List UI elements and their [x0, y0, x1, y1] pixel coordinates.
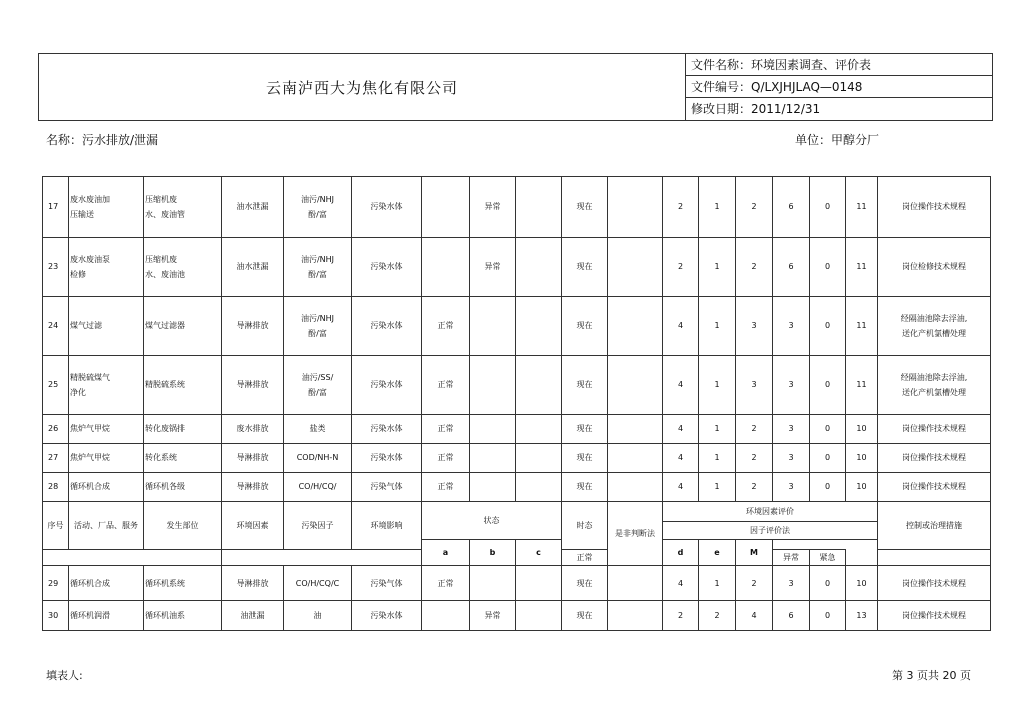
score-a: 4 [663, 356, 699, 415]
pollutant-cell-line2: 酚/富 [308, 329, 327, 338]
normal-cell [422, 177, 470, 238]
header-e: e [699, 540, 736, 566]
header-a: a [422, 540, 470, 566]
pollutant-cell [284, 356, 352, 415]
score-m: 10 [846, 473, 878, 502]
header-control: 控制或治理措施 [878, 502, 991, 550]
urgent-cell [516, 297, 562, 356]
score-b: 1 [699, 297, 736, 356]
dept-cell [144, 444, 222, 473]
row-number: 23 [43, 238, 69, 297]
header-d: d [663, 540, 699, 566]
header-factor: 环境因素 [222, 502, 284, 550]
dept-cell-line1: 压缩机废 [145, 194, 177, 204]
dept-cell [144, 238, 222, 297]
table-row [43, 415, 991, 444]
pollutant-cell: CO/H/CQ/C [284, 566, 352, 601]
pollutant-cell-line1: 油污/NHJ [300, 194, 335, 204]
dept-cell: 循环机系统 [144, 566, 222, 601]
judge-cell [608, 566, 663, 601]
activity-cell-line1: 废水废油加 [70, 194, 110, 204]
score-c: 3 [736, 297, 773, 356]
score-d: 3 [773, 566, 810, 601]
dept-cell [144, 415, 222, 444]
table-row [43, 601, 991, 631]
control-cell-line1: 岗位操作技术规程 [902, 424, 966, 434]
dept-cell-line2: 水、废油池 [145, 270, 185, 279]
score-m: 13 [846, 601, 878, 631]
dept-cell [144, 356, 222, 415]
table-row [43, 473, 991, 502]
header-impact: 环境影响 [352, 502, 422, 550]
company-name: 云南泸西大为焦化有限公司 [39, 54, 686, 120]
document-meta [685, 54, 992, 120]
control-cell-line1: 岗位操作技术规程 [902, 202, 966, 212]
tense-cell: 现在 [562, 297, 608, 356]
table-row [43, 566, 991, 601]
tense-cell: 现在 [562, 566, 608, 601]
dept-cell: 循环机油系 [144, 601, 222, 631]
tense-cell: 现在 [562, 601, 608, 631]
activity-cell-line2: 净化 [70, 388, 86, 397]
control-cell [878, 238, 991, 297]
abnormal-cell [470, 415, 516, 444]
score-m: 11 [846, 238, 878, 297]
control-cell: 岗位操作技术规程 [878, 601, 991, 631]
activity-cell: 循环机润滑 [69, 601, 144, 631]
dept-cell [144, 297, 222, 356]
control-cell-line1: 经隔油池除去浮油, [900, 313, 968, 323]
score-b: 1 [699, 177, 736, 238]
activity-cell-line1: 精脱硫煤气 [70, 372, 110, 382]
activity-cell [69, 297, 144, 356]
pollutant-cell-line2: 酚/富 [308, 388, 327, 397]
score-m: 11 [846, 177, 878, 238]
score-c: 2 [736, 473, 773, 502]
activity-cell [69, 444, 144, 473]
tense-cell: 现在 [562, 356, 608, 415]
header-c: c [516, 540, 562, 566]
factor-cell: 导淋排放 [222, 297, 284, 356]
urgent-cell [516, 601, 562, 631]
judge-cell [608, 297, 663, 356]
abnormal-cell [470, 297, 516, 356]
header-tense: 时态 [562, 502, 608, 550]
pollutant-cell [284, 297, 352, 356]
activity-cell-line1: 焦炉气甲烷 [70, 453, 110, 463]
normal-cell: 正常 [422, 444, 470, 473]
factor-cell: 导淋排放 [222, 566, 284, 601]
dept-cell [144, 177, 222, 238]
pollutant-cell-line2: 酚/富 [308, 210, 327, 219]
score-m: 10 [846, 415, 878, 444]
activity-cell-line1: 焦炉气甲烷 [70, 424, 110, 434]
revised-date: 修改日期：2011/12/31 [691, 102, 821, 116]
impact-cell: 污染水体 [352, 177, 422, 238]
abnormal-cell: 异常 [470, 601, 516, 631]
activity-cell [69, 415, 144, 444]
score-d: 3 [773, 415, 810, 444]
control-cell-line1: 岗位操作技术规程 [902, 453, 966, 463]
urgent-cell [516, 356, 562, 415]
control-cell-line1: 岗位检修技术规程 [902, 262, 966, 272]
score-m: 11 [846, 297, 878, 356]
doc-code: 文件编号：Q/LXJHJLAQ—0148 [685, 76, 992, 98]
score-e: 0 [810, 601, 846, 631]
score-b: 1 [699, 415, 736, 444]
activity-cell: 循环机合成 [69, 566, 144, 601]
pollutant-cell-line2: 酚/富 [308, 270, 327, 279]
score-d: 6 [773, 601, 810, 631]
judge-cell [608, 238, 663, 297]
normal-cell: 正常 [422, 356, 470, 415]
score-d: 3 [773, 297, 810, 356]
pollutant-cell [284, 444, 352, 473]
normal-cell: 正常 [422, 473, 470, 502]
dept-cell-line1: 循环机各级 [145, 482, 185, 492]
score-b: 2 [699, 601, 736, 631]
row-number: 27 [43, 444, 69, 473]
header-eval: 环境因素评价 [663, 502, 878, 522]
judge-cell [608, 444, 663, 473]
document-header [38, 53, 993, 121]
table-header [43, 502, 991, 566]
judge-cell [608, 473, 663, 502]
score-e: 0 [810, 473, 846, 502]
page-number: 第 3 页共 20 页 [892, 669, 971, 682]
impact-cell: 污染水体 [352, 601, 422, 631]
pollutant-cell: 油 [284, 601, 352, 631]
normal-cell [422, 601, 470, 631]
score-a: 4 [663, 444, 699, 473]
score-e: 0 [810, 566, 846, 601]
factor-cell: 油泄漏 [222, 601, 284, 631]
control-cell [878, 356, 991, 415]
header-abnormal: 异常 [773, 550, 810, 566]
normal-cell: 正常 [422, 297, 470, 356]
activity-cell-line2: 压输送 [70, 210, 94, 219]
score-c: 2 [736, 238, 773, 297]
header-state: 状态 [422, 502, 562, 540]
unit-label: 单位：甲醇分厂 [795, 133, 880, 147]
row-number: 28 [43, 473, 69, 502]
score-b: 1 [699, 473, 736, 502]
score-d: 6 [773, 177, 810, 238]
pollutant-cell [284, 473, 352, 502]
judge-cell [608, 601, 663, 631]
score-c: 3 [736, 356, 773, 415]
normal-cell: 正常 [422, 566, 470, 601]
abnormal-cell [470, 566, 516, 601]
score-a: 4 [663, 473, 699, 502]
score-a: 2 [663, 177, 699, 238]
score-c: 4 [736, 601, 773, 631]
judge-cell [608, 356, 663, 415]
tense-cell: 现在 [562, 415, 608, 444]
activity-cell [69, 238, 144, 297]
impact-cell: 污染水体 [352, 415, 422, 444]
header-pollutant: 污染因子 [284, 502, 352, 550]
score-a: 2 [663, 601, 699, 631]
row-number: 30 [43, 601, 69, 631]
score-a: 4 [663, 415, 699, 444]
normal-cell: 正常 [422, 415, 470, 444]
urgent-cell [516, 177, 562, 238]
doc-name: 文件名称：环境因素调查、评价表 [685, 54, 992, 76]
judge-cell [608, 177, 663, 238]
score-c: 2 [736, 177, 773, 238]
normal-cell [422, 238, 470, 297]
score-d: 3 [773, 444, 810, 473]
pollutant-cell [284, 177, 352, 238]
assessment-table [42, 176, 991, 631]
dept-cell-line1: 精脱硫系统 [145, 380, 185, 390]
header-dept: 发生部位 [144, 502, 222, 550]
score-e: 0 [810, 177, 846, 238]
control-cell [878, 473, 991, 502]
abnormal-cell [470, 356, 516, 415]
score-a: 4 [663, 297, 699, 356]
table-row [43, 238, 991, 297]
control-cell [878, 297, 991, 356]
activity-cell-line1: 循环机合成 [70, 482, 110, 492]
table-row [43, 444, 991, 473]
pollutant-cell [284, 415, 352, 444]
impact-cell: 污染水体 [352, 297, 422, 356]
activity-cell [69, 177, 144, 238]
control-cell: 岗位操作技术规程 [878, 566, 991, 601]
control-cell [878, 444, 991, 473]
pollutant-cell-line1: 油污/NHJ [300, 254, 335, 264]
header-method: 因子评价法 [663, 522, 878, 540]
factor-cell: 导淋排放 [222, 356, 284, 415]
activity-cell-line2: 检修 [70, 270, 86, 279]
impact-cell: 污染水体 [352, 444, 422, 473]
row-number: 17 [43, 177, 69, 238]
urgent-cell [516, 238, 562, 297]
urgent-cell [516, 415, 562, 444]
score-m: 11 [846, 356, 878, 415]
activity-cell-line1: 废水废油泵 [70, 254, 110, 264]
impact-cell: 污染气体 [352, 566, 422, 601]
factor-cell: 废水排放 [222, 415, 284, 444]
control-cell-line2: 送化产机氯槽处理 [902, 388, 966, 397]
header-normal: 正常 [562, 550, 608, 566]
factor-cell: 油水泄漏 [222, 238, 284, 297]
score-b: 1 [699, 356, 736, 415]
abnormal-cell: 异常 [470, 238, 516, 297]
table-row [43, 297, 991, 356]
urgent-cell [516, 473, 562, 502]
score-e: 0 [810, 297, 846, 356]
dept-cell [144, 473, 222, 502]
header-activity: 活动、厂品、服务 [69, 502, 144, 550]
score-c: 2 [736, 415, 773, 444]
score-b: 1 [699, 238, 736, 297]
control-cell-line1: 经隔油池除去浮油, [900, 372, 968, 382]
pollutant-cell-line1: 油污/SS/ [301, 372, 334, 382]
header-judge: 是非判断法 [608, 502, 663, 566]
factor-cell: 油水泄漏 [222, 177, 284, 238]
activity-cell [69, 473, 144, 502]
score-e: 0 [810, 238, 846, 297]
activity-cell [69, 356, 144, 415]
table-row [43, 356, 991, 415]
score-a: 4 [663, 566, 699, 601]
urgent-cell [516, 566, 562, 601]
pollutant-cell-line1: 油污/NHJ [300, 313, 335, 323]
header-m: M [736, 540, 773, 566]
control-cell-line2: 送化产机氯槽处理 [902, 329, 966, 338]
impact-cell: 污染水体 [352, 356, 422, 415]
score-d: 3 [773, 473, 810, 502]
header-b: b [470, 540, 516, 566]
header-urgent: 紧急 [810, 550, 846, 566]
tense-cell: 现在 [562, 238, 608, 297]
score-m: 10 [846, 444, 878, 473]
dept-cell-line1: 转化废锅排 [145, 424, 185, 434]
score-c: 2 [736, 566, 773, 601]
score-b: 1 [699, 566, 736, 601]
table-row [43, 177, 991, 238]
control-cell-line1: 岗位操作技术规程 [902, 482, 966, 492]
score-e: 0 [810, 444, 846, 473]
score-e: 0 [810, 356, 846, 415]
score-c: 2 [736, 444, 773, 473]
urgent-cell [516, 444, 562, 473]
impact-cell: 污染气体 [352, 473, 422, 502]
abnormal-cell [470, 444, 516, 473]
row-number: 29 [43, 566, 69, 601]
factor-cell: 导淋排放 [222, 473, 284, 502]
abnormal-cell [470, 473, 516, 502]
tense-cell: 现在 [562, 177, 608, 238]
dept-cell-line2: 水、废油管 [145, 210, 185, 219]
activity-cell-line2: 煤气过滤 [70, 321, 102, 331]
control-cell [878, 177, 991, 238]
pollutant-cell-line1: COD/NH-N [296, 453, 339, 463]
dept-cell-line1: 煤气过滤器 [145, 321, 185, 331]
control-cell [878, 415, 991, 444]
score-d: 3 [773, 356, 810, 415]
row-number: 24 [43, 297, 69, 356]
pollutant-cell-line1: 盐类 [309, 424, 326, 434]
header-seq: 序号 [43, 502, 69, 550]
judge-cell [608, 415, 663, 444]
tense-cell: 现在 [562, 444, 608, 473]
filler-label: 填表人: [46, 669, 83, 682]
pollutant-cell [284, 238, 352, 297]
factor-cell: 导淋排放 [222, 444, 284, 473]
impact-cell: 污染水体 [352, 238, 422, 297]
name-label: 名称：污水排放/泄漏 [46, 133, 159, 147]
score-a: 2 [663, 238, 699, 297]
tense-cell: 现在 [562, 473, 608, 502]
pollutant-cell-line1: CO/H/CQ/ [298, 482, 337, 492]
score-e: 0 [810, 415, 846, 444]
score-d: 6 [773, 238, 810, 297]
row-number: 25 [43, 356, 69, 415]
score-b: 1 [699, 444, 736, 473]
dept-cell-line1: 转化系统 [145, 453, 177, 463]
abnormal-cell: 异常 [470, 177, 516, 238]
row-number: 26 [43, 415, 69, 444]
score-m: 10 [846, 566, 878, 601]
dept-cell-line1: 压缩机废 [145, 254, 177, 264]
